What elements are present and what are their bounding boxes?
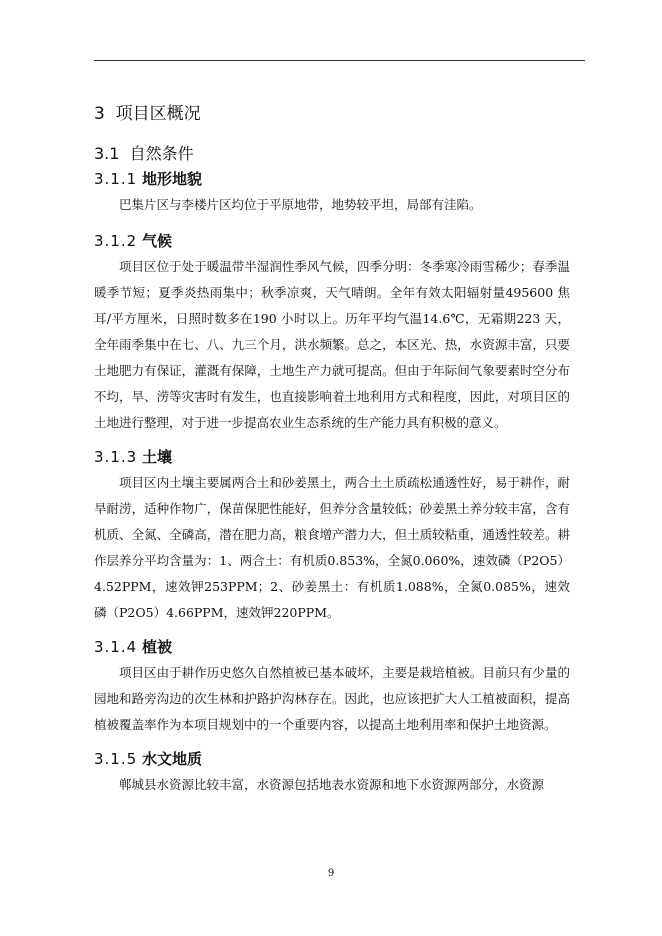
subsection-title: 水文地质 bbox=[141, 750, 202, 768]
chapter-number: 3 bbox=[94, 104, 105, 124]
section-number: 3.1 bbox=[94, 144, 120, 163]
subsection-title: 植被 bbox=[141, 638, 172, 656]
subsection-number: 3.1.1 bbox=[94, 170, 138, 188]
subsection-heading-vegetation bbox=[94, 634, 570, 660]
paragraph-landform: 巴集片区与李楼片区均位于平原地带，地势较平坦，局部有洼陷。 bbox=[119, 197, 482, 212]
chapter-heading bbox=[94, 100, 570, 128]
subsection-number: 3.1.4 bbox=[94, 638, 138, 656]
chapter-title: 项目区概况 bbox=[115, 104, 201, 124]
subsection-title: 气候 bbox=[141, 232, 172, 250]
paragraph-soil: 项目区内土壤主要属两合土和砂姜黑土，两合土土质疏松通透性好，易于耕作，耐旱耐涝，适种作物广，保苗保肥性能好，但养分含量较低；砂姜黑土养分较丰富，含有机质、全氮、全磷高，潜在肥力高，粮食增产潜力大，但土质较粘重，通透性较差。耕作层养分平均含量为：1、两合土：有机质0.853%，全氮0.060%，速效磷（P2O5）4.52PPM，速效钾253PPM；2、砂姜黑土：有机质1.088%，全氮0.085%，速效磷（P2O5）4.66PPM，速效钾220PPM。 bbox=[94, 475, 570, 620]
subsection-title: 地形地貌 bbox=[141, 170, 202, 188]
subsection-heading-hydrogeology bbox=[94, 746, 570, 772]
subsection-number: 3.1.2 bbox=[94, 232, 138, 250]
section-heading bbox=[94, 142, 570, 166]
paragraph-climate: 项目区位于处于暖温带半湿润性季风气候，四季分明：冬季寒冷雨雪稀少；春季温暖季节短；夏季炎热雨集中；秋季凉爽，天气晴朗。全年有效太阳辐射量495600 焦耳/平方厘米，日照时数多在190 小时以上。历年平均气温14.6℃，无霜期223 天，全年雨季集中在七、八、九三个月，洪水频繁。总之，本区光、热，水资源丰富，只要土地肥力有保证，灌溉有保障，土地生产力就可提高。但由于年际间气象要素时空分布不均，旱、涝等灾害时有发生，也直接影响着土地利用方式和程度，因此，对项目区的土地进行整理，对于进一步提高农业生态系统的生产能力具有积极的意义。 bbox=[94, 259, 570, 430]
subsection-number: 3.1.3 bbox=[94, 448, 138, 466]
paragraph-vegetation: 项目区由于耕作历史悠久自然植被已基本破坏，主要是栽培植被。目前只有少量的园地和路旁沟边的次生林和护路护沟林存在。因此，也应该把扩大人工植被面积，提高植被覆盖率作为本项目规划中的一个重要内容，以提高土地利用率和保护土地资源。 bbox=[94, 665, 570, 732]
page-number: 9 bbox=[327, 868, 335, 879]
header-rule bbox=[94, 60, 585, 61]
paragraph-hydrogeology: 郸城县水资源比较丰富，水资源包括地表水资源和地下水资源两部分，水资源 bbox=[119, 777, 545, 792]
subsection-title: 土壤 bbox=[141, 448, 172, 466]
section-title: 自然条件 bbox=[129, 144, 194, 163]
document-body bbox=[94, 100, 570, 798]
subsection-heading-landform bbox=[94, 166, 570, 192]
subsection-heading-soil bbox=[94, 444, 570, 470]
subsection-heading-climate bbox=[94, 228, 570, 254]
subsection-number: 3.1.5 bbox=[94, 750, 138, 768]
